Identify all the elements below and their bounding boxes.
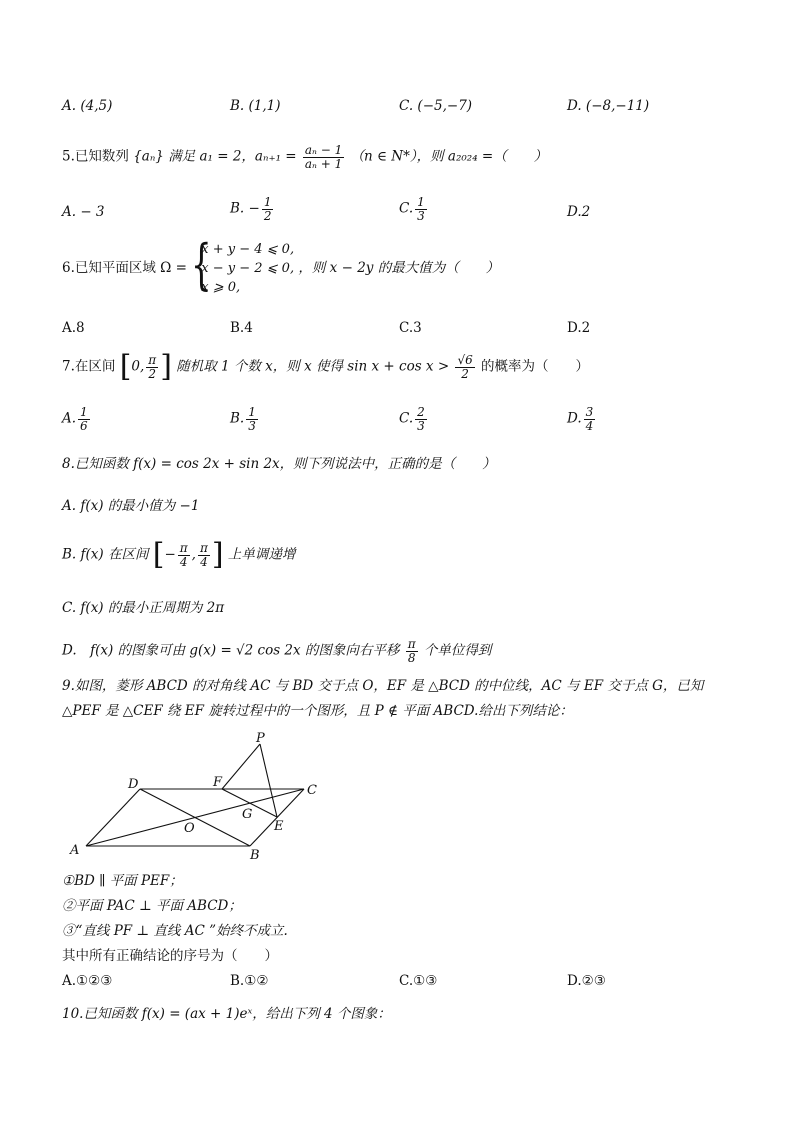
label-f: F	[213, 775, 223, 790]
q8-option-a: A. f(x) 的最小值为 −1	[62, 498, 200, 514]
q9-stem-line2: △PEF 是 △CEF 绕 EF 旋转过程中的一个图形，且 P ∉ 平面 ABCD.给出下列结论：	[62, 703, 573, 719]
q5-option-a: A. − 3	[62, 204, 105, 220]
q6-option-d: D.2	[567, 320, 591, 336]
q8-stem: 8.已知函数 f(x) = cos 2x + sin 2x，则下列说法中，正确的是（ ）	[62, 456, 496, 472]
q6-option-a: A.8	[62, 320, 85, 336]
q6-option-b: B.4	[230, 320, 253, 336]
q8-option-c: C. f(x) 的最小正周期为 2π	[62, 600, 225, 616]
edge-ad	[86, 789, 140, 846]
q8-option-d: D. f(x) 的图象可由 g(x) = √2 cos 2x 的图象向右平移 $\frac{\pi}{8}$ 个单位得到	[62, 637, 492, 665]
q4-option-d: D. (−8,−11)	[567, 98, 650, 114]
segment-pf	[222, 744, 260, 789]
q9-conclusion-2: ②平面 PAC ⊥ 平面 ABCD；	[62, 898, 242, 914]
q5-stem: 5.已知数列 {aₙ} 满足 a₁ = 2，aₙ₊₁ = $\frac{\text{aₙ − 1}}{\text{aₙ + 1}}$ （n ∈ N*），则 a₂₀₂₄ =（ ）	[62, 143, 548, 171]
q4-option-c: C. (−5,−7)	[399, 98, 473, 114]
q7-option-c: C. $\frac{2}{3}$	[399, 405, 425, 433]
q4-option-a: A. (4,5)	[62, 98, 113, 114]
q7-stem: 7.在区间 [0, $\frac{\pi}{2}$ ] 随机取 1 个数 x，则 x 使得 sin x + cos x > $\frac{√6}{2}$ 的概率为（ ）	[62, 349, 590, 384]
label-a: A	[70, 843, 80, 858]
q8-option-b: B. f(x) 在区间 [− $\frac{\pi}{4}$ , $\frac{\pi}{4}$ ] 上单调递增	[62, 537, 296, 572]
q10-stem: 10.已知函数 f(x) = (ax + 1)eˣ，给出下列 4 个图象：	[62, 1006, 391, 1022]
q9-stem-line1: 9.如图，菱形 ABCD 的对角线 AC 与 BD 交于点 O，EF 是 △BCD 的中位线，AC 与 EF 交于点 G，已知	[62, 678, 704, 694]
q9-ask: 其中所有正确结论的序号为（ ）	[62, 948, 278, 964]
q7-option-a: A. $\frac{1}{6}$	[62, 405, 88, 433]
q6-option-c: C.3	[399, 320, 422, 336]
segment-pe	[260, 744, 277, 817]
q9-option-a: A.①②③	[62, 973, 113, 989]
q6-stem: 6.已知平面区域 Ω = { x + y − 4 ⩽ 0, x − y − 2 ⩽ 0, x ⩾ 0, ，则 x − 2y 的最大值为（ ）	[62, 233, 500, 296]
label-o: O	[184, 821, 195, 836]
q7-option-b: B. $\frac{1}{3}$	[230, 405, 256, 433]
q5-option-c: C. $\frac{1}{3}$	[399, 195, 425, 223]
q5-option-b: B. − $\frac{1}{2}$	[230, 195, 272, 223]
label-d: D	[128, 777, 139, 792]
q5-recurrence-fraction: $\frac{\text{aₙ − 1}}{\text{aₙ + 1}}$	[304, 143, 343, 171]
q9-option-b: B.①②	[230, 973, 269, 989]
label-e: E	[274, 819, 284, 834]
label-p: P	[256, 731, 265, 746]
q7-option-d: D. $\frac{3}{4}$	[567, 405, 594, 433]
q6-inequality-system: { x + y − 4 ⩽ 0, x − y − 2 ⩽ 0, x ⩾ 0,	[191, 233, 295, 296]
label-c: C	[307, 783, 317, 798]
edge-bc	[250, 789, 304, 846]
diagonal-bd	[140, 789, 253, 846]
q9-conclusion-1: ①BD ∥ 平面 PEF；	[62, 873, 183, 889]
q9-option-d: D.②③	[567, 973, 606, 989]
q9-rhombus-figure	[62, 728, 332, 864]
label-b: B	[250, 848, 260, 863]
label-g: G	[242, 807, 253, 822]
q5-option-d: D.2	[567, 204, 591, 220]
q4-option-b: B. (1,1)	[230, 98, 281, 114]
q9-conclusion-3: ③“直线 PF ⊥ 直线 AC ”始终不成立.	[62, 923, 288, 939]
q9-option-c: C.①③	[399, 973, 438, 989]
